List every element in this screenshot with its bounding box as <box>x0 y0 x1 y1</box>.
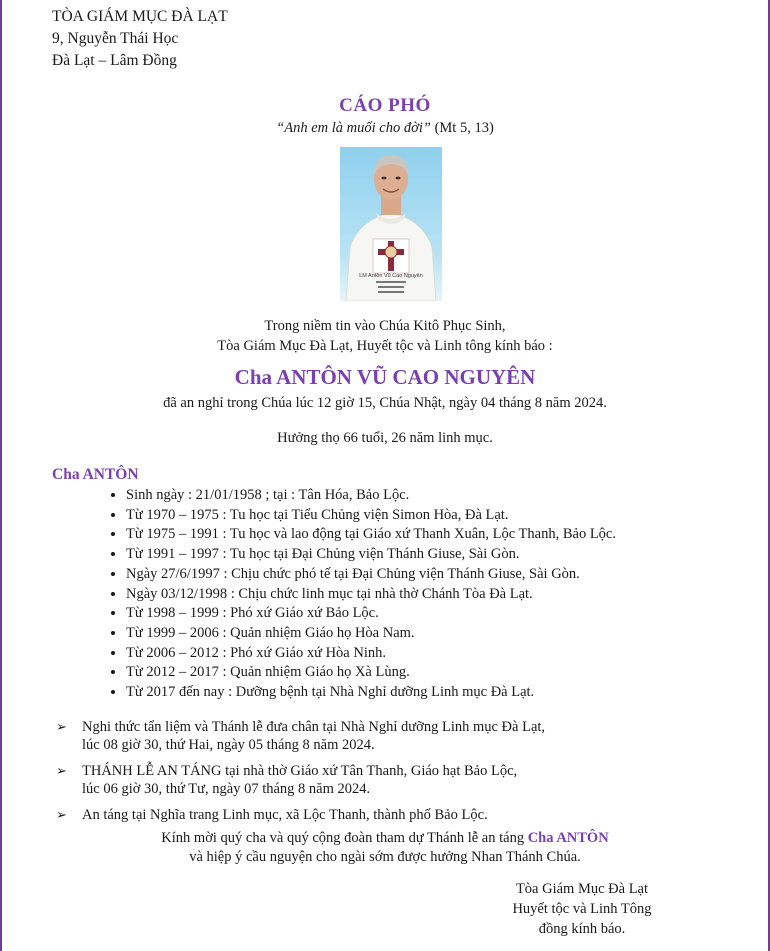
arrow-bullet-icon: ➢ <box>56 719 67 734</box>
letterhead-line-3: Đà Lạt – Lâm Đồng <box>52 52 177 69</box>
document-title: CÁO PHÓ <box>339 95 431 116</box>
signature-line-2: Huyết tộc và Linh Tông <box>512 901 652 917</box>
arrow-bullet-icon: ➢ <box>56 807 67 822</box>
biography-item: • Từ 2006 – 2012 : Phó xứ Giáo xứ Hòa Ninh. <box>126 644 616 664</box>
arrangement-line: THÁNH LỄ AN TÁNG tại nhà thờ Giáo xứ Tân Thanh, Giáo hạt Bảo Lộc, <box>82 763 518 779</box>
biography-item: • Từ 1999 – 2006 : Quản nhiệm Giáo họ Hòa Nam. <box>126 624 616 644</box>
intro-line-2: Tòa Giám Mục Đà Lạt, Huyết tộc và Linh tông kính báo : <box>217 338 553 354</box>
signature-line-1: Tòa Giám Mục Đà Lạt <box>515 881 649 897</box>
biography-item: • Từ 2017 đến nay : Dưỡng bệnh tại Nhà Nghỉ dưỡng Linh mục Đà Lạt. <box>126 683 616 703</box>
letterhead <box>52 6 228 72</box>
signature-block <box>482 879 682 939</box>
biography-item: • Từ 2012 – 2017 : Quản nhiệm Giáo họ Xà Lùng. <box>126 663 616 683</box>
biography-item: • Ngày 03/12/1998 : Chịu chức linh mục tại nhà thờ Chánh Tòa Đà Lạt. <box>126 585 616 605</box>
arrangement-line: Nghi thức tẩn liệm và Thánh lễ đưa chân tại Nhà Nghỉ dưỡng Linh mục Đà Lạt, <box>82 719 546 735</box>
biography-item: • Từ 1975 – 1991 : Tu học và lao động tại Giáo xứ Thanh Xuân, Lộc Thanh, Bảo Lộc. <box>126 525 616 545</box>
biography-item: • Từ 1991 – 1997 : Tu học tại Đại Chủng viện Thánh Giuse, Sài Gòn. <box>126 545 616 565</box>
photo-caption: LM Antôn Vũ Cao Nguyên <box>359 273 423 279</box>
arrangement-line: lúc 08 giờ 30, thứ Hai, ngày 05 tháng 8 năm 2024. <box>82 737 375 753</box>
arrangement-line: An táng tại Nghĩa trang Linh mục, xã Lộc Thanh, thành phố Bảo Lộc. <box>82 807 488 823</box>
arrow-bullet-icon: ➢ <box>56 763 67 778</box>
invitation-line-2: và hiệp ý cầu nguyện cho ngài sớm được hưởng Nhan Thánh Chúa. <box>189 849 581 865</box>
bible-verse <box>2 120 768 137</box>
biography-item: • Từ 1998 – 1999 : Phó xứ Giáo xứ Bảo Lộc. <box>126 604 616 624</box>
biography-item: • Ngày 27/6/1997 : Chịu chức phó tế tại Đại Chủng viện Thánh Giuse, Sài Gòn. <box>126 565 616 585</box>
invitation-line-1 <box>2 830 768 847</box>
letterhead-line-1: TÒA GIÁM MỤC ĐÀ LẠT <box>52 8 228 25</box>
verse-quote: “Anh em là muối cho đời” <box>276 120 431 136</box>
verse-reference: (Mt 5, 13) <box>430 120 494 136</box>
arrangement-item <box>56 762 746 798</box>
arrangement-item <box>56 718 746 754</box>
biography-item: • Từ 1970 – 1975 : Tu học tại Tiểu Chủng viện Simon Hòa, Đà Lạt. <box>126 506 616 526</box>
arrangement-line: lúc 06 giờ 30, thứ Tư, ngày 07 tháng 8 năm 2024. <box>82 781 371 797</box>
signature-line-3: đồng kính báo. <box>538 921 626 937</box>
biography-list <box>86 486 616 703</box>
invitation-text: Kính mời quý cha và quý cộng đoàn tham dự Thánh lễ an táng <box>161 830 528 846</box>
death-notice: đã an nghỉ trong Chúa lúc 12 giờ 15, Chúa Nhật, ngày 04 tháng 8 năm 2024. <box>163 395 607 411</box>
invitation-name: Cha ANTÔN <box>527 830 609 846</box>
letterhead-line-2: 9, Nguyễn Thái Học <box>52 30 179 47</box>
biography-item: • Sinh ngày : 21/01/1958 ; tại : Tân Hóa, Bảo Lộc. <box>126 486 616 506</box>
priest-portrait <box>340 147 442 301</box>
intro-line-1: Trong niềm tin vào Chúa Kitô Phục Sinh, <box>264 318 506 334</box>
funeral-arrangements <box>56 718 746 832</box>
deceased-name: Cha ANTÔN VŨ CAO NGUYÊN <box>234 365 536 389</box>
biography-heading: Cha ANTÔN <box>52 466 139 483</box>
age-and-service: Hưởng thọ 66 tuổi, 26 năm linh mục. <box>277 430 493 446</box>
portrait-image <box>340 147 442 301</box>
arrangement-item <box>56 806 746 824</box>
